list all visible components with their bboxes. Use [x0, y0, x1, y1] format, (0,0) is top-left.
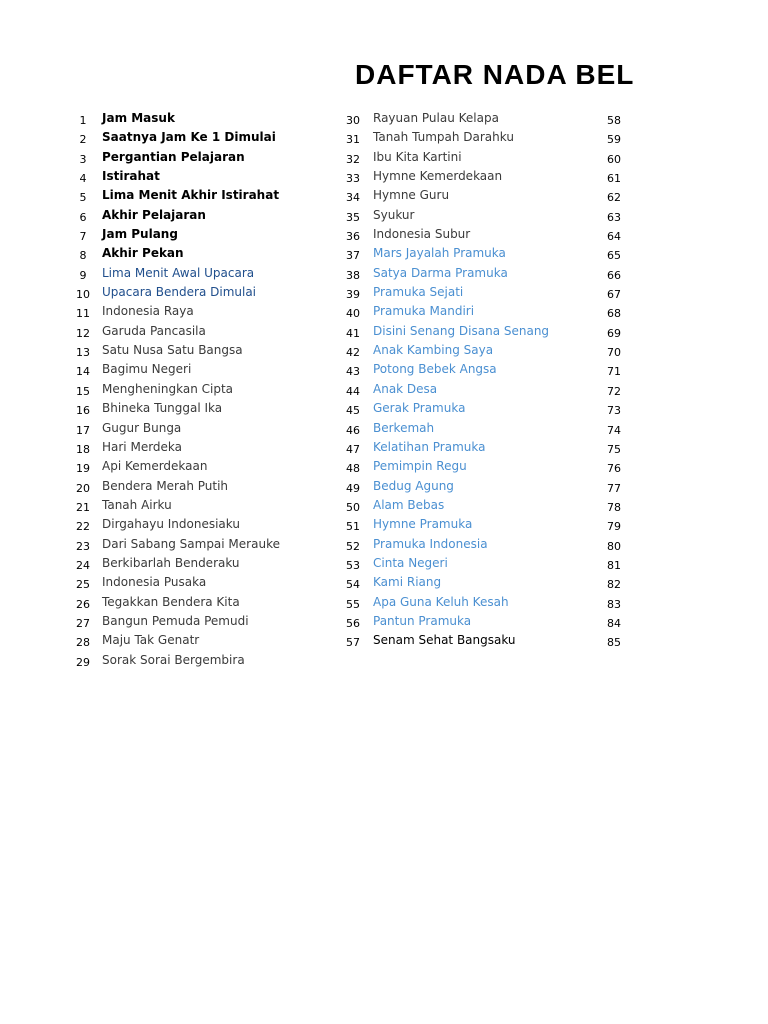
item-title: Pramuka Sejati [373, 285, 464, 300]
item-title: Bendera Merah Putih [102, 478, 229, 493]
list-item [340, 186, 600, 205]
list-item [340, 457, 600, 476]
item-number: 64 [607, 230, 621, 244]
list-item [340, 593, 600, 612]
item-number: 70 [607, 346, 621, 360]
item-number: 4 [79, 172, 87, 186]
list-item [600, 554, 630, 573]
list-item [600, 244, 630, 263]
item-number: 67 [607, 288, 621, 302]
item-number: 25 [76, 578, 90, 592]
list-item [70, 322, 320, 341]
list-item [600, 496, 630, 515]
item-number: 10 [76, 288, 90, 302]
item-number: 75 [607, 442, 621, 456]
list-item [70, 148, 320, 167]
item-number: 21 [76, 500, 90, 514]
item-number: 17 [76, 423, 90, 437]
item-number: 52 [346, 539, 360, 553]
item-number: 39 [346, 288, 360, 302]
item-number: 85 [607, 636, 621, 650]
item-number: 61 [607, 172, 621, 186]
item-number: 55 [346, 597, 360, 611]
item-number: 1 [79, 114, 87, 127]
item-number: 27 [76, 616, 90, 630]
item-title: Berkibarlah Benderaku [102, 555, 240, 570]
list-item [600, 264, 630, 283]
item-title: Pantun Pramuka [373, 613, 472, 628]
item-title: Pramuka Mandiri [373, 304, 475, 319]
list-item [340, 341, 600, 360]
item-number: 20 [76, 481, 90, 495]
list-item [70, 109, 320, 128]
list-item [600, 593, 630, 612]
item-number: 23 [76, 539, 90, 553]
item-number: 34 [346, 191, 360, 205]
item-number: 84 [607, 616, 621, 630]
list-item [70, 399, 320, 418]
list-item [70, 128, 320, 147]
item-number: 58 [607, 114, 621, 127]
list-item [340, 535, 600, 554]
item-number: 77 [607, 481, 621, 495]
list-item [70, 477, 320, 496]
item-title: Kami Riang [373, 575, 442, 590]
item-number: 66 [607, 268, 621, 282]
item-title: Akhir Pelajaran [102, 207, 206, 222]
item-number: 32 [346, 152, 360, 166]
item-title: Istirahat [102, 169, 160, 184]
item-title: Maju Tak Genatr [102, 633, 200, 648]
list-item [70, 631, 320, 650]
item-title: Apa Guna Keluh Kesah [373, 594, 509, 609]
list-item [340, 496, 600, 515]
list-item [70, 244, 320, 263]
item-title: Lima Menit Akhir Istirahat [102, 188, 280, 203]
item-number: 5 [79, 191, 87, 205]
item-title: Jam Pulang [102, 227, 178, 242]
item-number: 59 [607, 133, 621, 147]
list-item [600, 109, 630, 128]
list-item [340, 322, 600, 341]
item-number: 81 [607, 558, 621, 572]
item-number: 82 [607, 578, 621, 592]
item-title: Senam Sehat Bangsaku [373, 633, 516, 648]
item-number: 48 [346, 462, 360, 476]
list-item [70, 554, 320, 573]
item-title: Rayuan Pulau Kelapa [373, 111, 499, 125]
item-title: Disini Senang Disana Senang [373, 323, 550, 338]
item-number: 18 [76, 442, 90, 456]
item-number: 8 [79, 249, 87, 263]
item-title: Mengheningkan Cipta [102, 381, 234, 396]
list-item [340, 225, 600, 244]
item-number: 80 [607, 539, 621, 553]
list-item [600, 186, 630, 205]
list-item [600, 399, 630, 418]
list-item [340, 419, 600, 438]
item-number: 73 [607, 404, 621, 418]
item-title: Upacara Bendera Dimulai [102, 285, 257, 300]
item-number: 33 [346, 172, 360, 186]
item-title: Api Kemerdekaan [102, 459, 208, 474]
item-number: 83 [607, 597, 621, 611]
item-number: 35 [346, 210, 360, 224]
list-item [70, 651, 320, 670]
item-number: 43 [346, 365, 360, 379]
list-item [340, 283, 600, 302]
item-number: 9 [79, 268, 87, 282]
list-item [340, 360, 600, 379]
page-title: DAFTAR NADA BEL [355, 59, 635, 90]
list-item [70, 612, 320, 631]
list-item [340, 631, 600, 650]
item-number: 68 [607, 307, 621, 321]
item-title: Gugur Bunga [102, 420, 182, 435]
item-title: Garuda Pancasila [102, 323, 206, 338]
item-number: 47 [346, 442, 360, 456]
item-number: 12 [76, 326, 90, 340]
bell-list-column-1 [70, 109, 320, 670]
list-item [70, 457, 320, 476]
list-item [340, 148, 600, 167]
item-title: Anak Kambing Saya [373, 343, 494, 358]
item-number: 19 [76, 462, 90, 476]
list-item [340, 554, 600, 573]
item-number: 30 [346, 114, 360, 127]
item-number: 7 [79, 230, 87, 244]
list-item [600, 612, 630, 631]
list-item [340, 206, 600, 225]
list-item [600, 419, 630, 438]
list-item [340, 128, 600, 147]
item-number: 76 [607, 462, 621, 476]
list-item [70, 283, 320, 302]
item-number: 62 [607, 191, 621, 205]
item-number: 71 [607, 365, 621, 379]
item-number: 36 [346, 230, 360, 244]
item-title: Ibu Kita Kartini [373, 149, 462, 164]
item-number: 24 [76, 558, 90, 572]
list-item [70, 206, 320, 225]
item-title: Sorak Sorai Bergembira [102, 652, 245, 667]
item-number: 13 [76, 346, 90, 360]
list-item [600, 148, 630, 167]
item-title: Tegakkan Bendera Kita [102, 594, 240, 609]
list-item [340, 380, 600, 399]
item-number: 26 [76, 597, 90, 611]
item-number: 63 [607, 210, 621, 224]
item-number: 79 [607, 520, 621, 534]
item-title: Lima Menit Awal Upacara [102, 265, 255, 280]
list-item [340, 399, 600, 418]
list-item [600, 341, 630, 360]
list-item [340, 438, 600, 457]
item-number: 72 [607, 384, 621, 398]
list-item [70, 380, 320, 399]
item-title: Syukur [373, 207, 415, 222]
list-item [600, 360, 630, 379]
item-number: 38 [346, 268, 360, 282]
list-item [70, 419, 320, 438]
item-number: 78 [607, 500, 621, 514]
item-title: Potong Bebek Angsa [373, 362, 497, 377]
list-item [340, 612, 600, 631]
item-number: 29 [76, 655, 90, 669]
item-title: Berkemah [373, 420, 435, 435]
item-number: 56 [346, 616, 360, 630]
item-number: 42 [346, 346, 360, 360]
item-title: Bangun Pemuda Pemudi [102, 613, 249, 628]
list-item [70, 302, 320, 321]
item-title: Bagimu Negeri [102, 362, 192, 377]
list-item [70, 573, 320, 592]
item-title: Mars Jayalah Pramuka [373, 246, 506, 261]
list-item [600, 283, 630, 302]
list-item [70, 515, 320, 534]
item-number: 49 [346, 481, 360, 495]
item-number: 40 [346, 307, 360, 321]
list-item [70, 593, 320, 612]
list-item [600, 535, 630, 554]
list-item [340, 302, 600, 321]
item-number: 15 [76, 384, 90, 398]
list-item [600, 128, 630, 147]
item-title: Indonesia Raya [102, 304, 194, 319]
list-item [600, 380, 630, 399]
item-title: Bedug Agung [373, 478, 454, 493]
item-number: 53 [346, 558, 360, 572]
item-number: 22 [76, 520, 90, 534]
list-item [70, 496, 320, 515]
list-item [600, 573, 630, 592]
list-item [70, 438, 320, 457]
list-item [70, 360, 320, 379]
item-title: Pemimpin Regu [373, 459, 467, 474]
list-item [340, 167, 600, 186]
item-title: Indonesia Pusaka [102, 575, 207, 590]
list-item [600, 167, 630, 186]
item-title: Gerak Pramuka [373, 401, 466, 416]
item-title: Tanah Tumpah Darahku [373, 130, 514, 145]
item-number: 31 [346, 133, 360, 147]
item-number: 51 [346, 520, 360, 534]
item-title: Satya Darma Pramuka [373, 265, 508, 280]
list-item [70, 225, 320, 244]
item-number: 65 [607, 249, 621, 263]
item-title: Hymne Pramuka [373, 517, 473, 532]
item-title: Hymne Kemerdekaan [373, 169, 503, 184]
list-item [340, 573, 600, 592]
item-number: 69 [607, 326, 621, 340]
item-number: 57 [346, 636, 360, 650]
item-title: Hymne Guru [373, 188, 450, 203]
item-title: Akhir Pekan [102, 246, 184, 261]
item-number: 16 [76, 404, 90, 418]
item-number: 45 [346, 404, 360, 418]
list-item [340, 244, 600, 263]
list-item [600, 631, 630, 650]
item-title: Bhineka Tunggal Ika [102, 401, 223, 416]
list-item [70, 264, 320, 283]
item-number: 74 [607, 423, 621, 437]
list-item [340, 264, 600, 283]
item-title: Pergantian Pelajaran [102, 149, 245, 164]
bell-list-column-2 [340, 109, 600, 651]
item-title: Indonesia Subur [373, 227, 471, 242]
list-item [70, 186, 320, 205]
item-number: 2 [79, 133, 87, 147]
item-number: 54 [346, 578, 360, 592]
item-number: 44 [346, 384, 360, 398]
bell-list-column-3 [600, 109, 630, 651]
item-number: 60 [607, 152, 621, 166]
item-title: Alam Bebas [373, 497, 445, 512]
item-title: Saatnya Jam Ke 1 Dimulai [102, 130, 276, 145]
list-item [600, 438, 630, 457]
item-number: 37 [346, 249, 360, 263]
item-title: Satu Nusa Satu Bangsa [102, 343, 243, 358]
item-title: Jam Masuk [102, 111, 175, 125]
list-item [600, 515, 630, 534]
list-item [70, 167, 320, 186]
item-title: Anak Desa [373, 381, 438, 396]
list-item [600, 225, 630, 244]
item-title: Kelatihan Pramuka [373, 439, 486, 454]
item-number: 41 [346, 326, 360, 340]
list-item [340, 477, 600, 496]
list-item [340, 515, 600, 534]
item-title: Pramuka Indonesia [373, 536, 488, 551]
item-title: Dirgahayu Indonesiaku [102, 517, 240, 532]
item-number: 11 [76, 307, 90, 321]
list-item [340, 109, 600, 128]
item-number: 14 [76, 365, 90, 379]
list-item [70, 535, 320, 554]
item-title: Hari Merdeka [102, 439, 183, 454]
item-number: 50 [346, 500, 360, 514]
list-item [600, 457, 630, 476]
list-item [600, 302, 630, 321]
list-item [600, 477, 630, 496]
list-item [600, 206, 630, 225]
list-item [600, 322, 630, 341]
item-number: 28 [76, 636, 90, 650]
item-number: 3 [79, 152, 87, 166]
item-number: 46 [346, 423, 360, 437]
list-item [70, 341, 320, 360]
item-number: 6 [79, 210, 87, 224]
item-title: Dari Sabang Sampai Merauke [102, 536, 280, 551]
item-title: Cinta Negeri [373, 555, 448, 570]
item-title: Tanah Airku [102, 497, 172, 512]
